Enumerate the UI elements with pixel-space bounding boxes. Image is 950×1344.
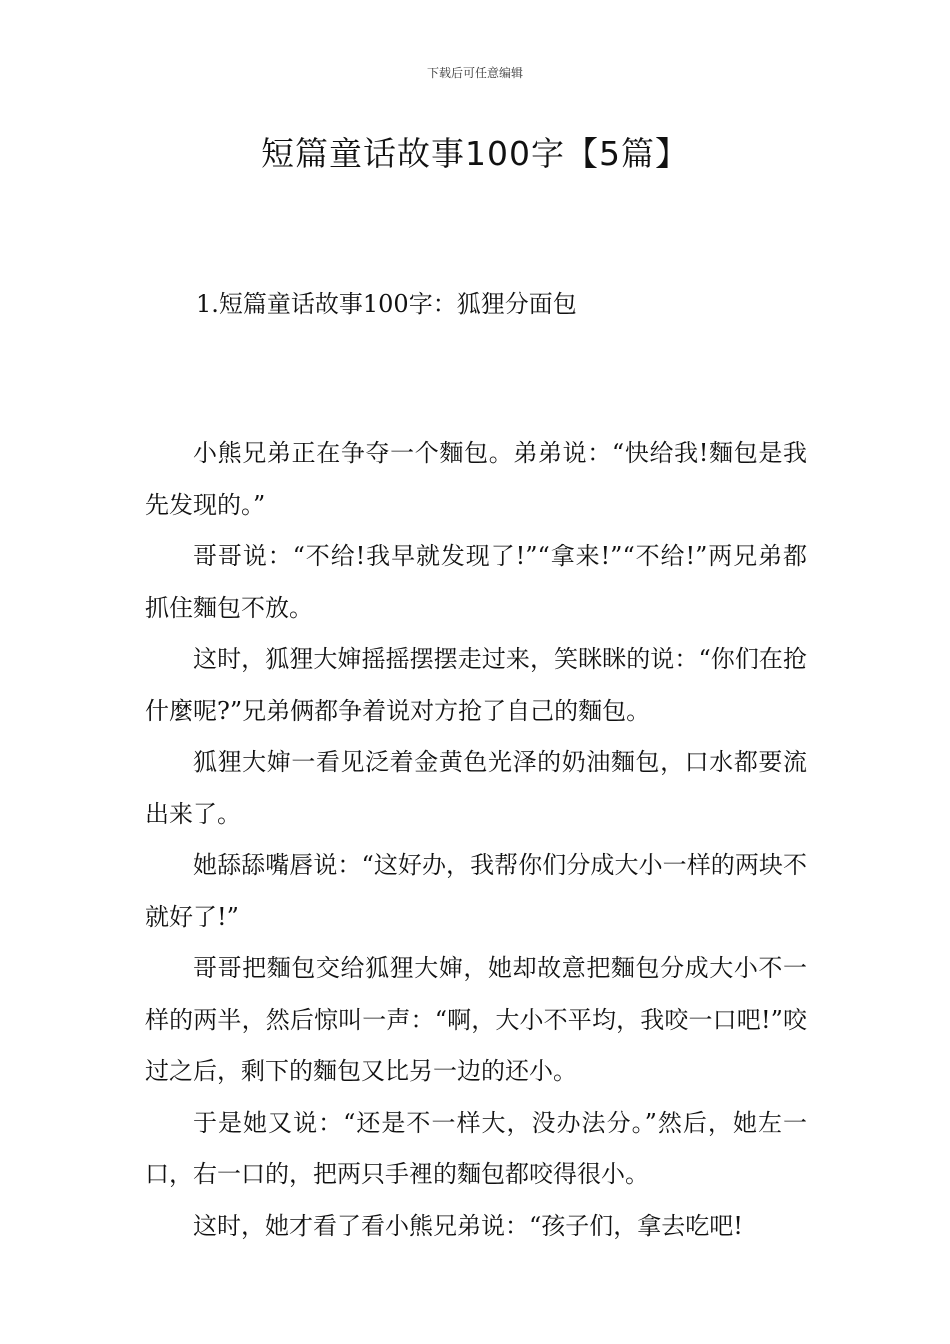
story-paragraph: 这时，她才看了看小熊兄弟说：“孩子们，拿去吃吧! <box>193 1211 743 1240</box>
story-paragraph: 哥哥把麵包交给狐狸大婶，她却故意把麵包分成大小不一样的两半，然后惊叫一声：“啊，大小不平均，我咬一口吧!”咬过之后，剩下的麵包又比另一边的还小。 <box>145 954 807 1085</box>
story-body <box>145 428 807 1252</box>
story-paragraph: 小熊兄弟正在争夺一个麵包。弟弟说：“快给我!麵包是我先发现的。” <box>145 439 807 519</box>
story-paragraph: 狐狸大婶一看见泛着金黄色光泽的奶油麵包，口水都要流出来了。 <box>145 748 807 828</box>
story-paragraph: 哥哥说：“不给!我早就发现了!”“拿来!”“不给!”两兄弟都抓住麵包不放。 <box>145 542 807 622</box>
document-title: 短篇童话故事100字【5篇】 <box>261 134 689 173</box>
header-note: 下载后可任意编辑 <box>426 66 523 80</box>
story-paragraph: 于是她又说：“还是不一样大，没办法分。”然后，她左一口，右一口的，把两只手裡的麵包都咬得很小。 <box>145 1108 807 1188</box>
section-heading: 1.短篇童话故事100字：狐狸分面包 <box>196 290 577 318</box>
story-paragraph: 她舔舔嘴唇说：“这好办，我帮你们分成大小一样的两块不就好了!” <box>145 851 807 931</box>
story-paragraph: 这时，狐狸大婶摇摇摆摆走过来，笑眯眯的说：“你们在抢什麼呢?”兄弟俩都争着说对方抢了自己的麵包。 <box>145 645 807 725</box>
